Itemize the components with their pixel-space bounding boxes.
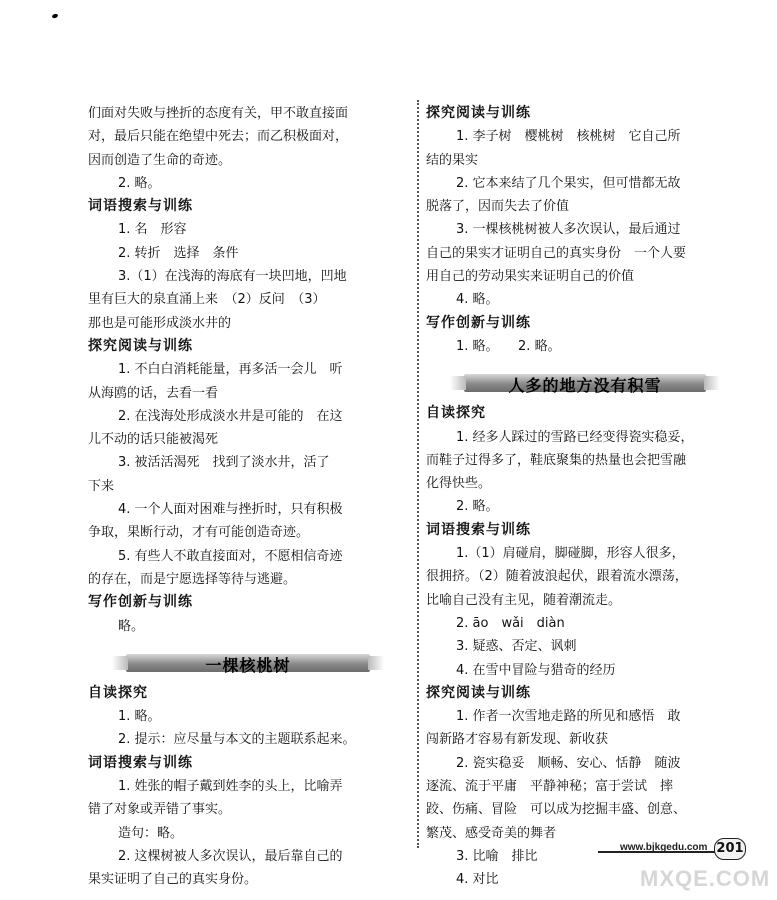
answer-continuation: 果实证明了自己的真实身份。 (88, 872, 258, 888)
section-title: 一棵核桃树 (205, 655, 291, 675)
answer-continuation: 对，最后只能在绝望中死去；而乙积极面对， (88, 129, 349, 145)
answer-item: 3. 被活活渴死 找到了淡水井，活了 (118, 455, 330, 471)
section-title: 人多的地方没有积雪 (508, 376, 662, 396)
answer-item: 4. 对比 (456, 872, 499, 888)
answer-continuation: 们面对失败与挫折的态度有关，甲不敢直接面 (88, 106, 349, 121)
answer-continuation: 用自己的劳动果实来证明自己的价值 (426, 269, 635, 285)
answer-item: 3.（1）在浅海的海底有一块凹地，凹地 (118, 269, 347, 285)
answer-item: 2. 提示：应尽量与本文的主题联系起来。 (118, 732, 356, 748)
watermark-text: MXQE.COM (640, 866, 771, 891)
answer-continuation: 下来 (88, 478, 115, 494)
answer-item: 3. 疑惑、否定、讽刺 (456, 639, 577, 655)
answer-continuation: 结的果实 (426, 152, 479, 168)
footer-url: www.bjkgedu.com (620, 842, 708, 853)
answer-continuation: 而鞋子过得多了，鞋底聚集的热量也会把雪融 (426, 452, 687, 468)
section-heading: 写作创新与训练 (88, 594, 193, 611)
answer-continuation: 错了对象或弄错了事实。 (88, 802, 232, 818)
answer-item: 3. 比喻 排比 (456, 848, 538, 864)
right-column (426, 102, 744, 892)
section-banner (426, 364, 744, 398)
answer-item: 1.（1）肩碰肩，脚碰脚，形容人很多， (456, 546, 685, 562)
page-number: 201 (714, 838, 746, 860)
answer-item: 略。 (118, 618, 145, 634)
answer-continuation: 比喻自己没有主见，随着潮流走。 (426, 592, 622, 608)
answer-item: 1. 姓张的帽子戴到姓李的头上，比喻弄 (118, 779, 343, 795)
answer-item: 4. 在雪中冒险与猎奇的经历 (456, 662, 616, 678)
answer-item: 2. 瓷实稳妥 顺畅、安心、恬静 随波 (456, 755, 681, 771)
answer-item: 2. 转折 选择 条件 (118, 245, 239, 261)
answer-item: 5. 有些人不敢直接面对，不愿相信奇迹 (118, 548, 343, 564)
answer-item: 2. 在浅海处形成淡水井是可能的 在这 (118, 408, 343, 424)
answer-continuation: 因而创造了生命的奇迹。 (88, 152, 232, 168)
section-heading: 自读探究 (426, 405, 486, 422)
answer-continuation: 闯新路才容易有新发现、新收获 (426, 732, 609, 748)
answer-item: 1. 略。 (118, 709, 161, 725)
page-corner-mark (51, 13, 58, 19)
section-banner (88, 644, 408, 678)
answer-item: 2. 它本来结了几个果实，但可惜都无故 (456, 175, 681, 191)
answer-continuation: 跤、伤痛、冒险 可以成为挖掘丰盛、创意、 (426, 802, 687, 818)
section-heading: 词语搜索与训练 (88, 754, 193, 771)
answer-continuation: 繁茂、感受奇美的舞者 (426, 825, 557, 841)
column-divider (417, 100, 419, 848)
answer-item: 1. 经多人踩过的雪路已经变得瓷实稳妥， (456, 429, 694, 445)
answer-item: 造句：略。 (118, 825, 184, 841)
answer-item: 2. 这棵树被人多次误认，最后靠自己的 (118, 848, 343, 864)
answer-continuation: 的存在，而是宁愿选择等待与逃避。 (88, 571, 297, 587)
answer-continuation: 脱落了，因而失去了价值 (426, 199, 570, 215)
answer-item: 2. āo wǎi diàn (456, 615, 565, 631)
answer-item: 1. 略。 2. 略。 (456, 338, 561, 354)
answer-item: 1. 不白白消耗能量，再多活一会儿 听 (118, 362, 343, 378)
answer-continuation: 从海鸥的话，去看一看 (88, 385, 219, 401)
answer-item: 4. 略。 (456, 292, 499, 308)
section-heading: 写作创新与训练 (426, 314, 531, 331)
answer-item: 2. 略。 (118, 175, 161, 191)
answer-continuation: 那也是可能形成淡水井的 (88, 315, 232, 331)
answer-item: 2. 略。 (456, 499, 499, 515)
answer-continuation: 儿不动的话只能被渴死 (88, 432, 219, 448)
section-heading: 探究阅读与训练 (88, 337, 193, 354)
section-heading: 自读探究 (88, 684, 148, 701)
answer-continuation: 逐流、流于平庸 平静神秘；富于尝试 摔 (426, 779, 674, 795)
answer-item: 1. 作者一次雪地走路的所见和感悟 敢 (456, 709, 681, 725)
answer-continuation: 里有巨大的泉直涌上来 （2）反问 （3） (88, 292, 326, 308)
answer-item: 3. 一棵核桃树被人多次误认，最后通过 (456, 222, 681, 238)
section-heading: 探究阅读与训练 (426, 684, 531, 701)
answer-continuation: 很拥挤。（2）随着波浪起伏，跟着流水漂荡， (426, 569, 688, 585)
section-heading: 探究阅读与训练 (426, 105, 531, 121)
left-column (88, 102, 408, 892)
answer-continuation: 争取，果断行动，才有可能创造奇迹。 (88, 525, 310, 541)
answer-continuation: 自己的果实才证明自己的真实身份 一个人要 (426, 245, 687, 261)
answer-item: 4. 一个人面对困难与挫折时，只有积极 (118, 502, 343, 518)
section-heading: 词语搜索与训练 (426, 521, 531, 538)
section-heading: 词语搜索与训练 (88, 198, 193, 215)
answer-item: 1. 李子树 樱桃树 核桃树 它自己所 (456, 129, 681, 145)
answer-item: 1. 名 形容 (118, 222, 187, 238)
answer-continuation: 化得快些。 (426, 476, 492, 492)
